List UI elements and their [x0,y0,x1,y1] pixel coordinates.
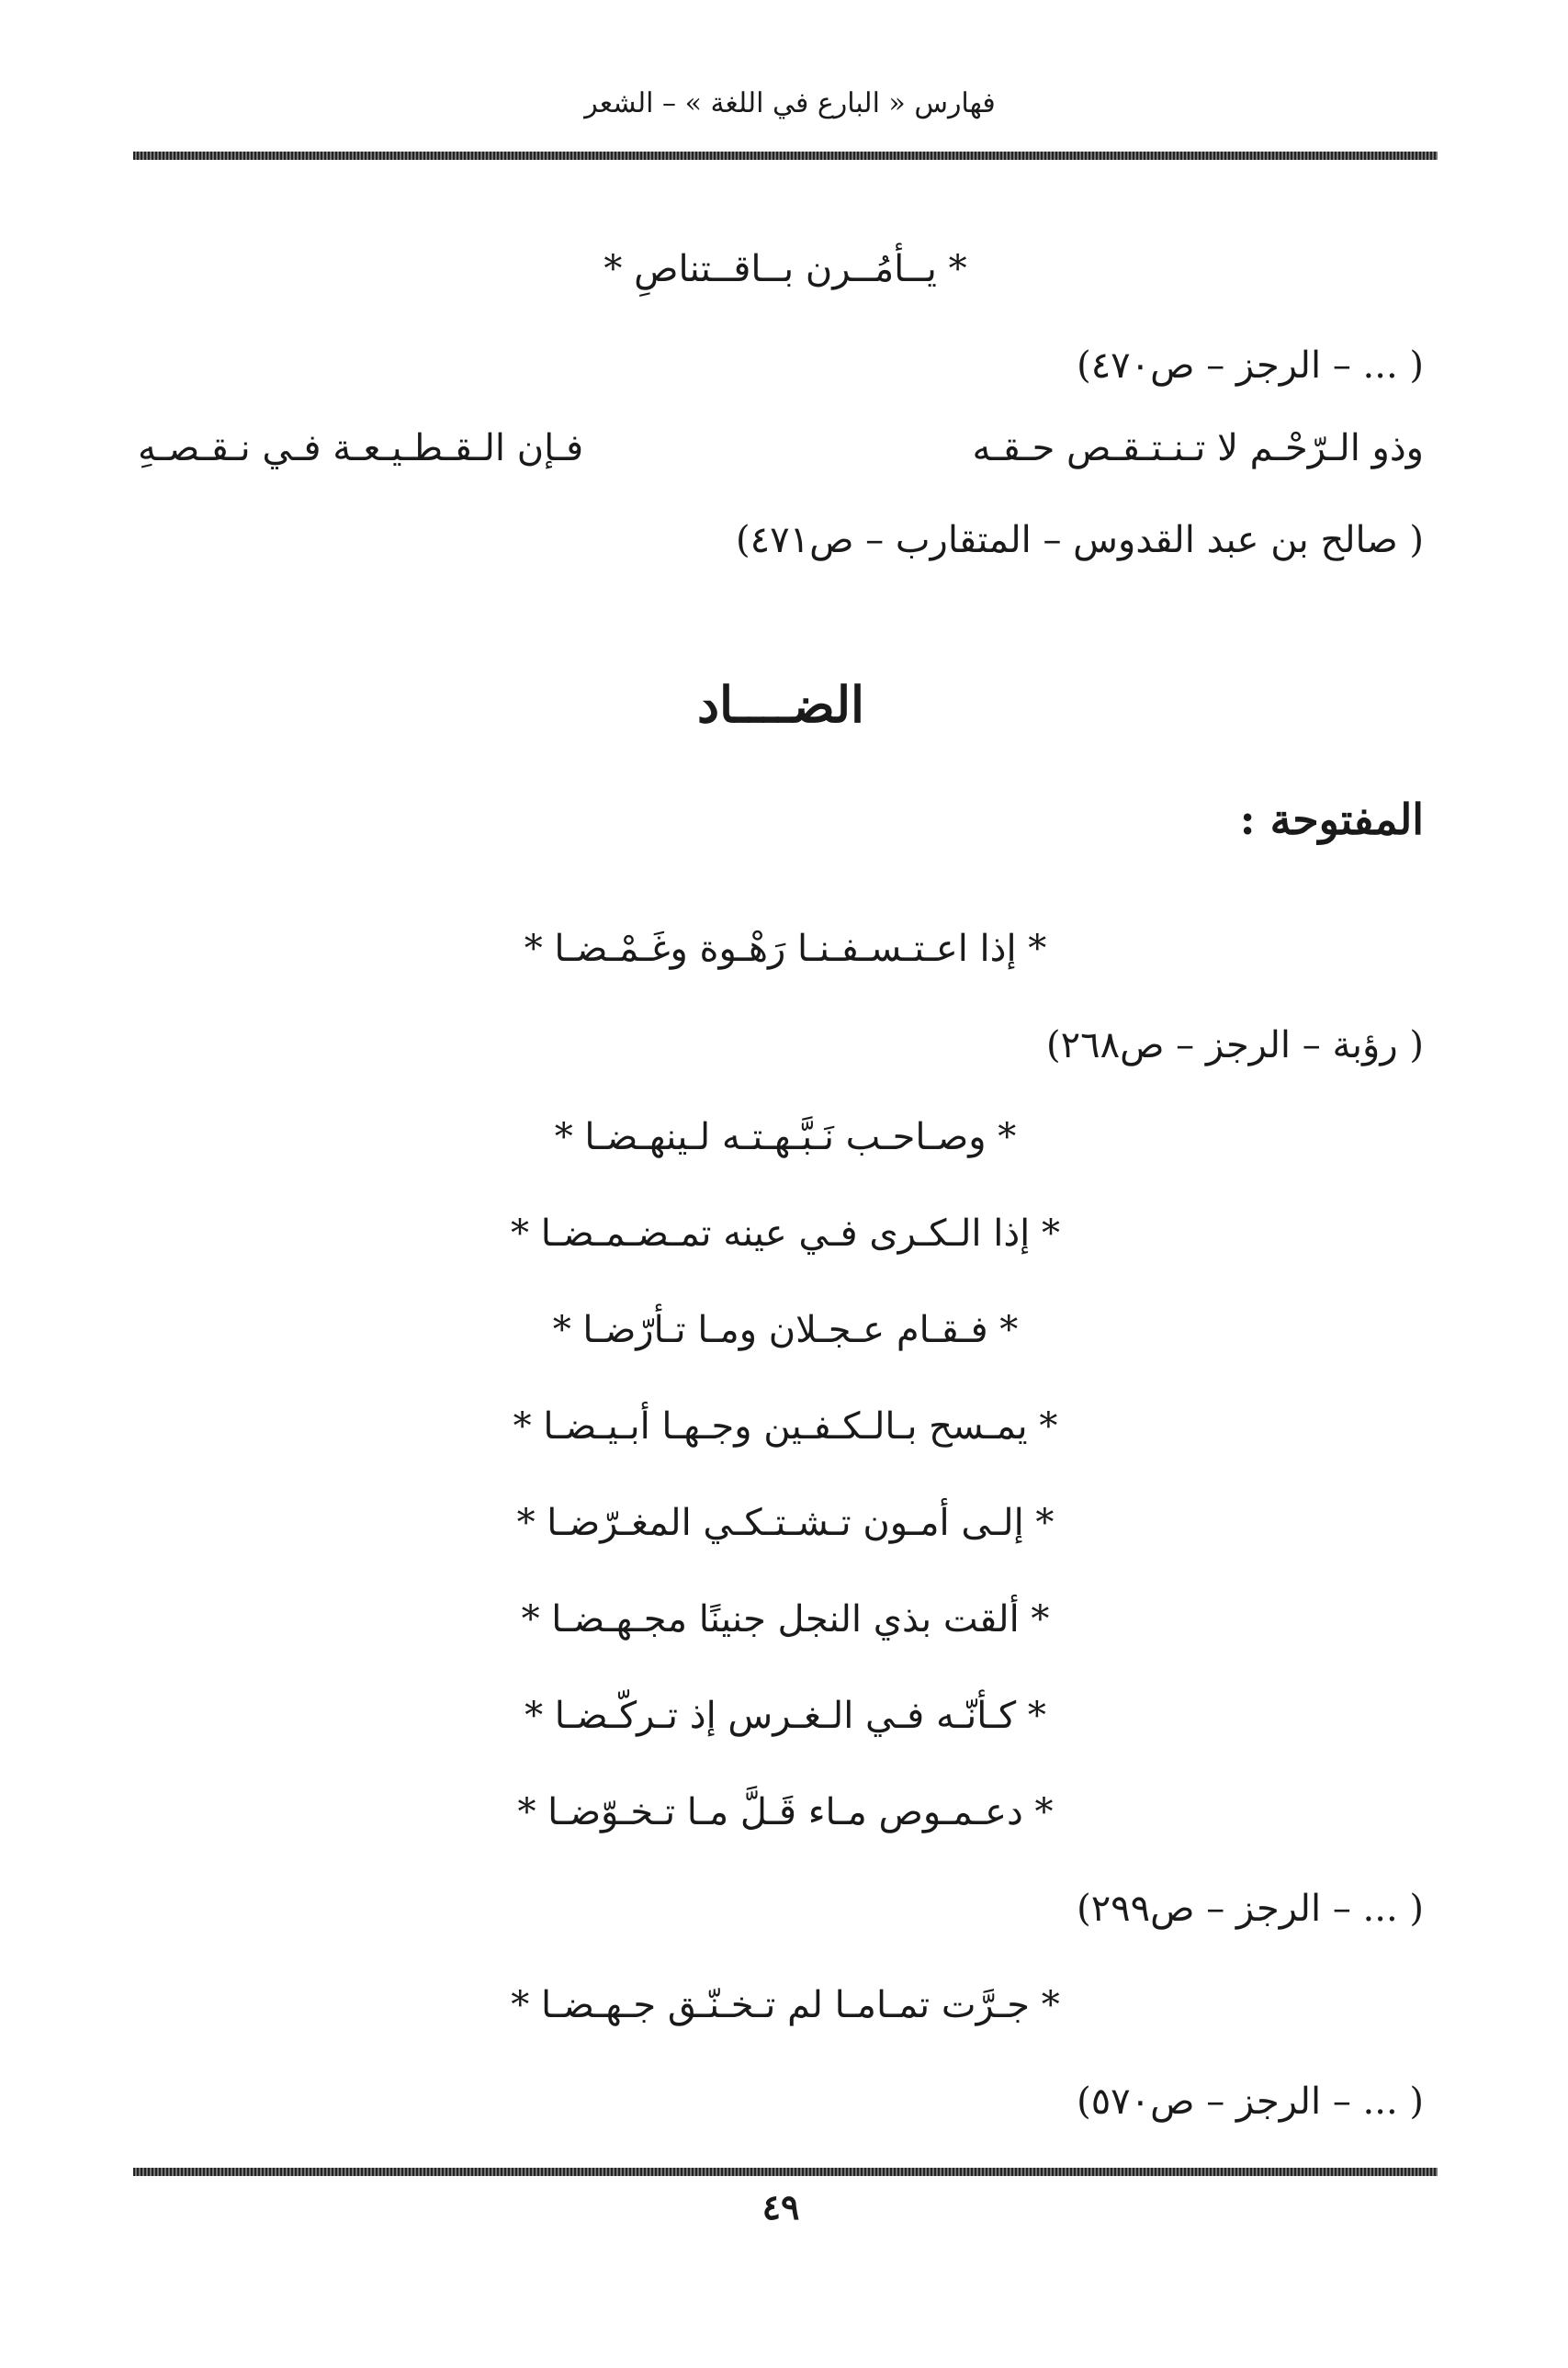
first-hemistich: وذو الـرّحْـم لا تـنـتـقـص حـقـه [972,427,1424,469]
verse-line: * إذا الـكـرى فـي عينه تمـضـمـضـا * [511,1212,1060,1255]
running-header: فهارس « البارع في اللغة » – الشعر [584,87,996,119]
second-hemistich: فـإن الـقـطـيـعـة فـي نـقـصـهِ [138,427,584,469]
citation: ( ... – الرجز – ص٢٩٩) [1077,1888,1424,1930]
page-number: ٤٩ [761,2186,800,2227]
citation: ( صالح بن عبد القدوس – المتقارب – ص٤٧١) [736,519,1424,561]
verse-couplet [138,427,1424,469]
citation: ( رؤبة – الرجز – ص٢٦٨) [1046,1024,1424,1066]
verse-line: * ألقت بذي النجل جنينًا مجـهـضـا * [521,1598,1050,1641]
footer-rule [133,2168,1438,2176]
citation: ( ... – الرجز – ص٥٧٠) [1077,2080,1424,2123]
citation: ( ... – الرجز – ص٤٧٠) [1077,344,1424,387]
verse-line: * يــأمُــرن بــاقــتناصِ * [604,248,967,290]
subheading: المفتوحة : [1239,795,1424,844]
verse-line: * كـأنّـه فـي الـغـرس إذ تـركّـضـا * [525,1695,1046,1737]
verse-line: * إذا اعـتـسـفـنـا رَهْـوة وغَـمْـضـا * [524,928,1047,970]
verse-line: * دعـمـوص مـاء قَـلَّ مـا تـخـوّضـا * [517,1791,1054,1833]
section-title: الضــــاد [696,675,865,734]
verse-line: * جـرَّت تمـامـا لم تـخـنّـق جـهـضـا * [511,1984,1060,2026]
verse-line: * وصـاحـب نَـبَّـهـتـه لـينهـضـا * [554,1116,1017,1158]
verse-line: * إلـى أمـون تـشـتـكـي المغـرّضـا * [516,1502,1055,1544]
verse-line: * يمـسح بـالـكـفـين وجـهـا أبـيـضـا * [513,1405,1058,1448]
header-rule [133,152,1438,160]
verse-line: * فـقـام عـجـلان ومـا تـأرّضـا * [552,1309,1019,1351]
